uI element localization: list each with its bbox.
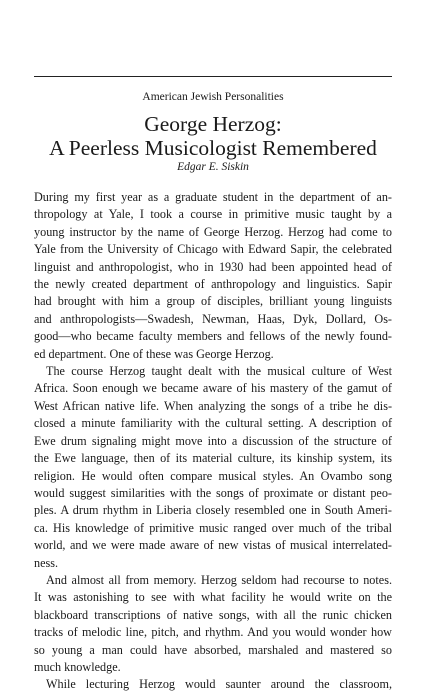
text-line: Africa. Soon enough we became aware of his mastery of the gamut of <box>34 381 392 396</box>
text-line: During my first year as a graduate student in the department of an- <box>34 190 392 204</box>
article-title <box>0 112 426 160</box>
text-line: thropology at Yale, I took a course in primitive music taught by a <box>34 207 392 222</box>
paragraph-4 <box>34 676 392 693</box>
text-line: good—who became faculty members and fellows of the newly found- <box>34 329 392 344</box>
text-line: world, and we were made aware of new vistas of musical interrelated- <box>34 538 392 553</box>
text-line: It was astonishing to see with what facility he would write on the <box>34 590 392 605</box>
text-line: Ewe drum signaling might move into a discussion of the structure of <box>34 433 392 448</box>
text-line: While lecturing Herzog would saunter around the classroom, <box>46 677 392 692</box>
text-line: young instructor by the name of George Herzog. Herzog had come to <box>34 224 392 239</box>
text-line: ness. <box>34 555 59 570</box>
author-byline: Edgar E. Siskin <box>177 161 249 173</box>
text-line: ed department. One of these was George Herzog. <box>34 346 274 361</box>
text-line: West African native life. When analyzing the songs of a tribe he dis- <box>34 398 392 413</box>
text-line: And almost all from memory. Herzog seldom had recourse to notes. <box>46 572 392 587</box>
text-line: Yale from the University of Chicago with Edward Sapir, the celebrated <box>34 242 392 257</box>
text-line: The course Herzog taught dealt with the musical culture of West <box>46 364 392 379</box>
text-line: the newly created department of anthropology and linguistics. Sapir <box>34 277 392 292</box>
text-line: much knowledge. <box>34 659 121 674</box>
text-line: tracks of melodic line, pitch, and rhythm. And you would wonder how <box>34 625 392 640</box>
text-line: religion. He would often compare musical styles. An Ovambo song <box>34 468 392 483</box>
text-line: so young a man could have absorbed, marshaled and mastered so <box>34 642 392 657</box>
paragraph-2 <box>34 363 392 572</box>
text-line: ples. A drum rhythm in Liberia closely resembled one in South Ameri- <box>34 503 392 518</box>
paragraph-1 <box>34 189 392 363</box>
header-rule <box>34 76 392 77</box>
text-line: blackboard transcriptions of native songs, with all the runic chicken <box>34 607 392 622</box>
article-body <box>34 189 392 694</box>
paragraph-3 <box>34 572 392 676</box>
text-line: linguist and anthropologist, who in 1930 had been appointed head of <box>34 259 392 274</box>
text-line: the Ewe language, then of its material culture, its kinship system, its <box>34 451 392 466</box>
series-heading: American Jewish Personalities <box>142 91 284 103</box>
title-line-1: George Herzog: <box>144 112 282 136</box>
text-line: had brought with him a group of disciples, brilliant young linguists <box>34 294 392 309</box>
text-line: and anthropologists—Swadesh, Newman, Haas, Dyk, Dollard, Os- <box>34 311 392 326</box>
text-line: closed a minute familiarity with the cultural setting. A description of <box>34 416 392 431</box>
text-line: would suggest similarities with the songs of proximate or distant peo- <box>34 485 392 500</box>
title-line-2: A Peerless Musicologist Remembered <box>49 136 377 160</box>
text-line: ca. His knowledge of primitive music ranged over much of the tribal <box>34 520 392 535</box>
